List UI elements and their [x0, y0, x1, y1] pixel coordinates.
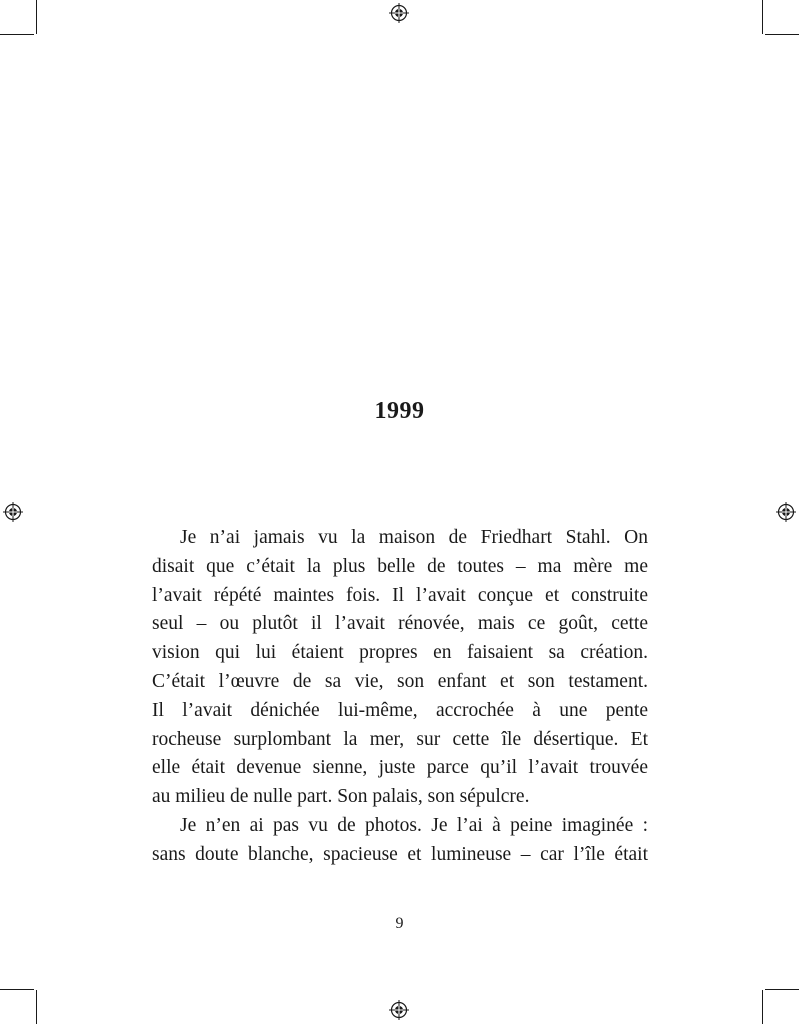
text-line: C’était l’œuvre de sa vie, son enfant et son testament. — [152, 670, 648, 692]
text-line: seul – ou plutôt il l’avait rénovée, mais ce goût, cette — [152, 613, 648, 635]
crop-mark-bottom-right-horizontal — [765, 989, 799, 990]
text-line: Je n’en ai pas vu de photos. Je l’ai à peine imaginée : — [180, 814, 648, 836]
chapter-title: 1999 — [374, 398, 425, 424]
text-line: l’avait répété maintes fois. Il l’avait conçue et construite — [152, 584, 648, 606]
crop-mark-top-left-vertical — [36, 0, 37, 34]
text-line: disait que c’était la plus belle de toutes – ma mère me — [152, 555, 648, 577]
text-line: Il l’avait dénichée lui-même, accrochée à une pente — [152, 699, 648, 721]
crop-mark-top-right-horizontal — [765, 34, 799, 35]
text-line: Je n’ai jamais vu la maison de Friedhart Stahl. On — [180, 527, 648, 548]
text-line: vision qui lui étaient propres en faisaient sa création. — [152, 642, 648, 664]
text-line: rocheuse surplombant la mer, sur cette île désertique. Et — [152, 728, 648, 750]
page-number: 9 — [395, 915, 404, 932]
crop-mark-bottom-left-vertical — [36, 990, 37, 1024]
crop-mark-bottom-right-vertical — [762, 990, 763, 1024]
registration-mark-left-icon — [3, 502, 23, 522]
registration-mark-top-icon — [389, 3, 409, 23]
crop-mark-bottom-left-horizontal — [0, 989, 34, 990]
paragraph-1 — [152, 524, 648, 812]
registration-mark-bottom-icon — [389, 1000, 409, 1020]
paragraph-2 — [152, 812, 648, 870]
body-text — [152, 524, 648, 870]
crop-mark-top-left-horizontal — [0, 34, 34, 35]
crop-mark-top-right-vertical — [762, 0, 763, 34]
registration-mark-right-icon — [776, 502, 796, 522]
text-line: au milieu de nulle part. Son palais, son sépulcre. — [152, 786, 530, 808]
text-line: elle était devenue sienne, juste parce qu’il l’avait trouvée — [152, 757, 648, 779]
text-line: sans doute blanche, spacieuse et lumineuse – car l’île était — [152, 843, 648, 865]
